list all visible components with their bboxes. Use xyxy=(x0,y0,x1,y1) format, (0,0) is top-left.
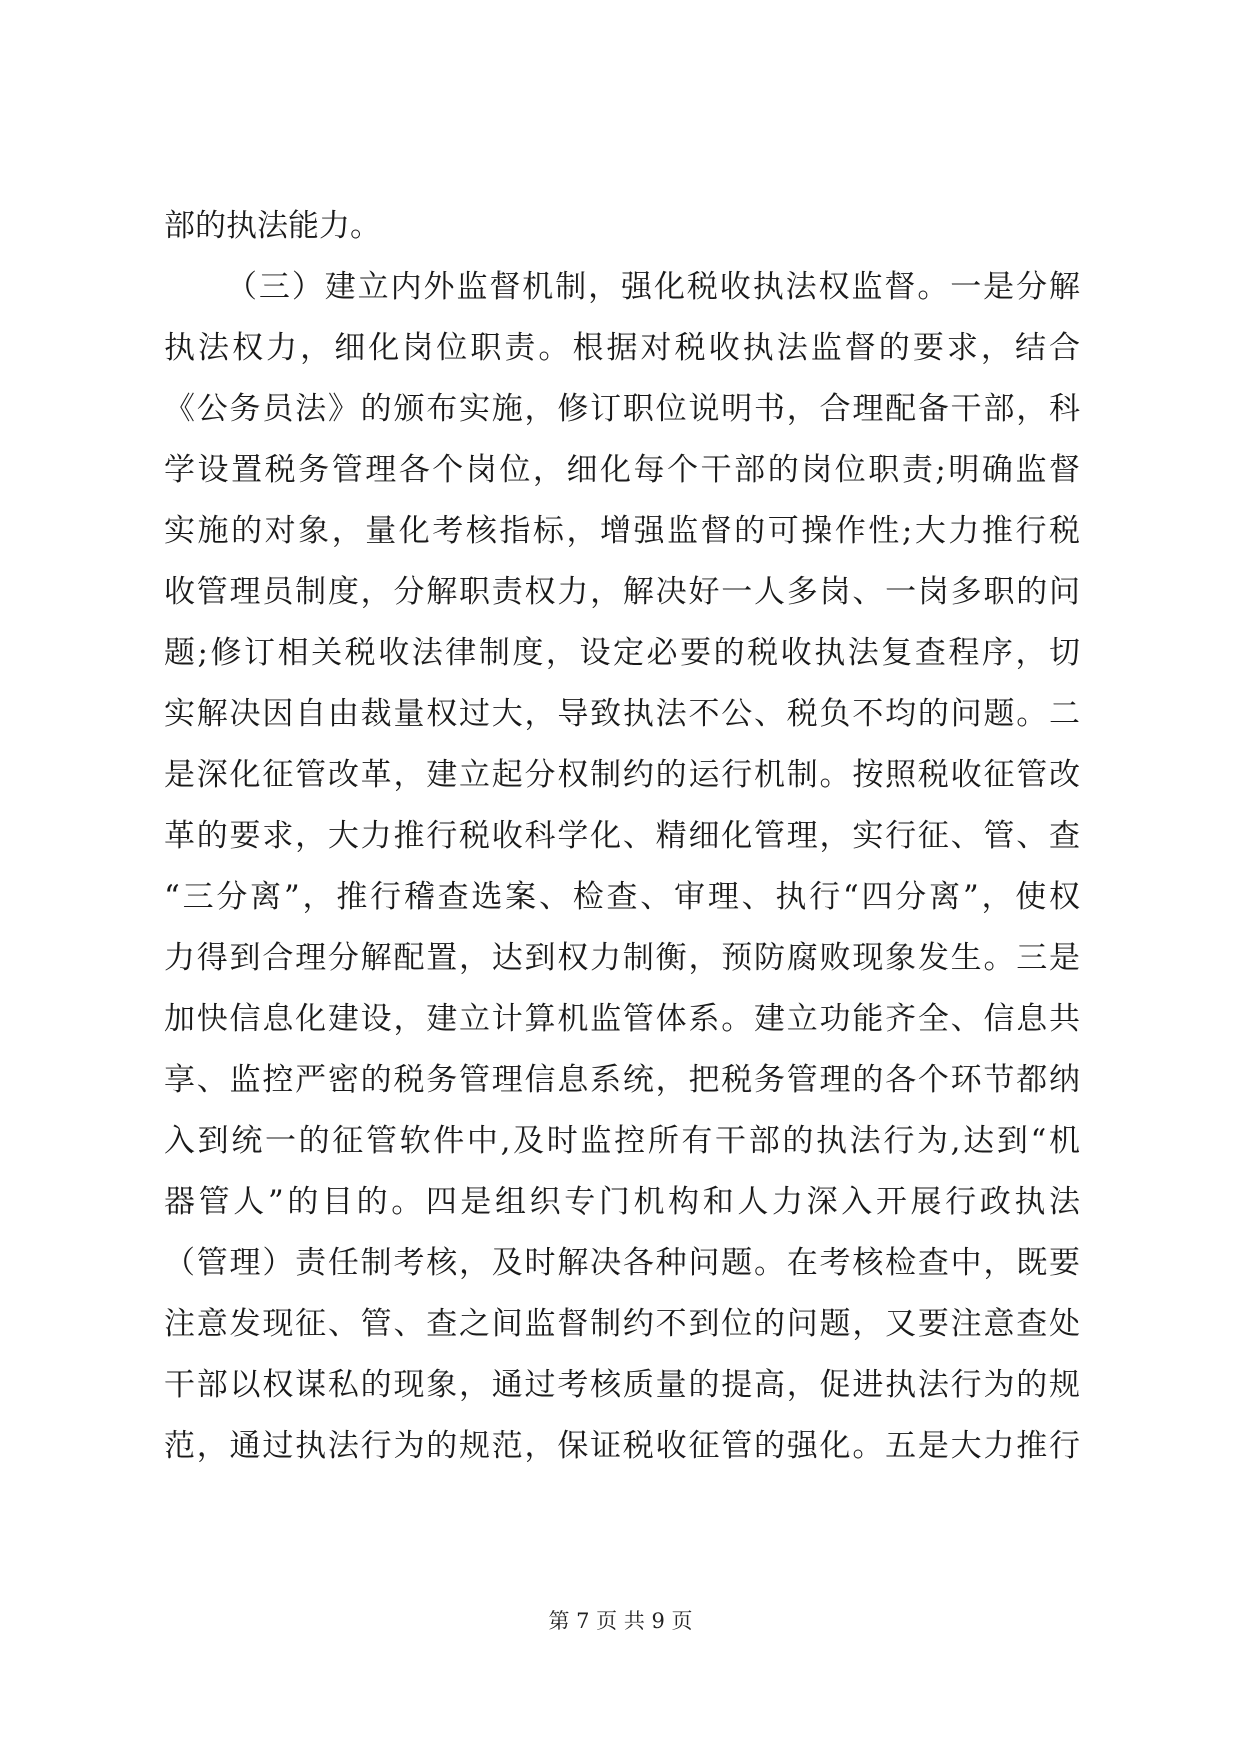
page-number-footer: 第 7 页 共 9 页 xyxy=(548,1609,693,1633)
text-line: 是深化征管改革，建立起分权制约的运行机制。按照税收征管改 xyxy=(164,757,1080,793)
text-line: 实解决因自由裁量权过大，导致执法不公、税负不均的问题。二 xyxy=(164,696,1080,732)
text-line: 收管理员制度，分解职责权力，解决好一人多岗、一岗多职的问 xyxy=(164,574,1080,610)
text-line: 实施的对象，量化考核指标，增强监督的可操作性;大力推行税 xyxy=(164,513,1080,549)
text-line: 执法权力，细化岗位职责。根据对税收执法监督的要求，结合 xyxy=(164,330,1080,366)
text-line: 入到统一的征管软件中,及时监控所有干部的执法行为,达到“机 xyxy=(164,1123,1080,1159)
text-line: 革的要求，大力推行税收科学化、精细化管理，实行征、管、查 xyxy=(164,818,1080,854)
text-line: 力得到合理分解配置，达到权力制衡，预防腐败现象发生。三是 xyxy=(164,940,1080,976)
text-line: 干部以权谋私的现象，通过考核质量的提高，促进执法行为的规 xyxy=(164,1367,1080,1403)
text-line: （三）建立内外监督机制，强化税收执法权监督。一是分解 xyxy=(226,269,1080,305)
text-line: 《公务员法》的颁布实施，修订职位说明书，合理配备干部，科 xyxy=(164,391,1080,427)
text-line: （管理）责任制考核，及时解决各种问题。在考核检查中，既要 xyxy=(164,1245,1080,1281)
text-line: 加快信息化建设，建立计算机监管体系。建立功能齐全、信息共 xyxy=(164,1001,1080,1037)
text-line: 享、监控严密的税务管理信息系统，把税务管理的各个环节都纳 xyxy=(164,1062,1080,1098)
text-line: 注意发现征、管、查之间监督制约不到位的问题，又要注意查处 xyxy=(164,1306,1080,1342)
text-line: “三分离”，推行稽查选案、检查、审理、执行“四分离”，使权 xyxy=(164,879,1080,915)
text-line: 题;修订相关税收法律制度，设定必要的税收执法复查程序，切 xyxy=(164,635,1080,671)
text-line: 学设置税务管理各个岗位，细化每个干部的岗位职责;明确监督 xyxy=(164,452,1080,488)
text-line: 部的执法能力。 xyxy=(164,208,381,244)
text-line: 器管人”的目的。四是组织专门机构和人力深入开展行政执法 xyxy=(164,1184,1080,1220)
text-line: 范，通过执法行为的规范，保证税收征管的强化。五是大力推行 xyxy=(164,1428,1080,1464)
